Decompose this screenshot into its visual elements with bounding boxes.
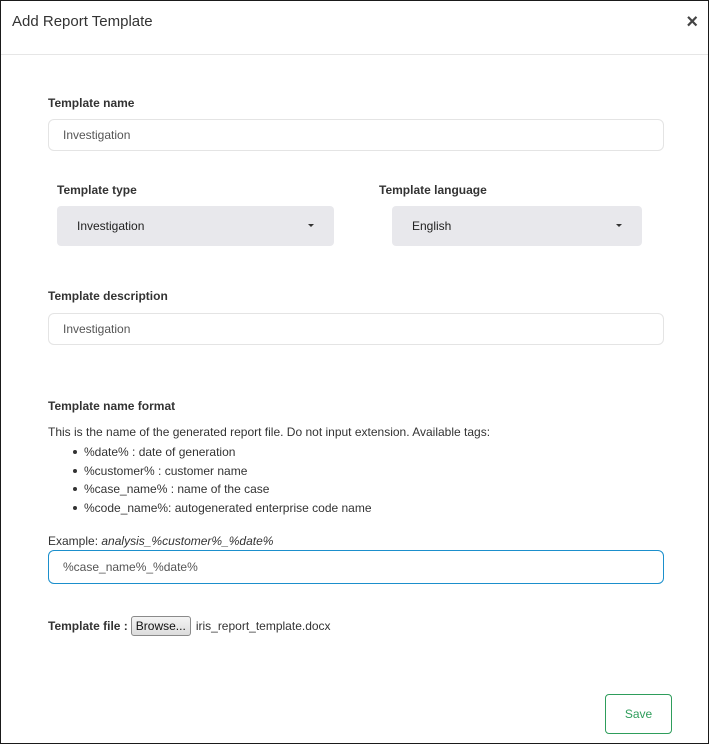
template-description-input[interactable]: Investigation bbox=[48, 313, 664, 345]
caret-down-icon bbox=[308, 224, 314, 227]
template-name-format-label: Template name format bbox=[48, 399, 176, 413]
template-language-select[interactable] bbox=[392, 206, 642, 246]
template-description-label: Template description bbox=[48, 289, 168, 303]
template-file-label: Template file : bbox=[48, 619, 128, 633]
list-item: %customer% : customer name bbox=[64, 462, 372, 481]
list-item: %code_name%: autogenerated enterprise code name bbox=[64, 499, 372, 518]
selected-filename: iris_report_template.docx bbox=[195, 619, 331, 633]
list-item: %date% : date of generation bbox=[64, 443, 372, 462]
modal-header bbox=[1, 1, 708, 55]
browse-button[interactable]: Browse... bbox=[131, 616, 191, 636]
template-type-value: Investigation bbox=[77, 219, 145, 233]
template-language-label: Template language bbox=[379, 183, 487, 197]
example-text bbox=[48, 534, 273, 548]
example-value: analysis_%customer%_%date% bbox=[101, 534, 274, 548]
template-type-label: Template type bbox=[57, 183, 137, 197]
list-item: %case_name% : name of the case bbox=[64, 480, 372, 499]
name-format-help-text: This is the name of the generated report file. Do not input extension. Available tags: bbox=[48, 425, 491, 439]
caret-down-icon bbox=[616, 224, 622, 227]
template-name-input[interactable]: Investigation bbox=[48, 119, 664, 151]
template-type-select[interactable] bbox=[57, 206, 334, 246]
save-button[interactable]: Save bbox=[605, 694, 672, 734]
available-tags-list bbox=[64, 443, 372, 518]
template-file-row bbox=[48, 616, 331, 636]
close-icon[interactable]: × bbox=[686, 11, 698, 33]
modal-title: Add Report Template bbox=[12, 13, 153, 30]
template-name-format-input[interactable]: %case_name%_%date% bbox=[48, 550, 664, 584]
example-prefix: Example: bbox=[48, 534, 99, 548]
template-language-value: English bbox=[412, 219, 452, 233]
template-name-label: Template name bbox=[48, 96, 135, 110]
